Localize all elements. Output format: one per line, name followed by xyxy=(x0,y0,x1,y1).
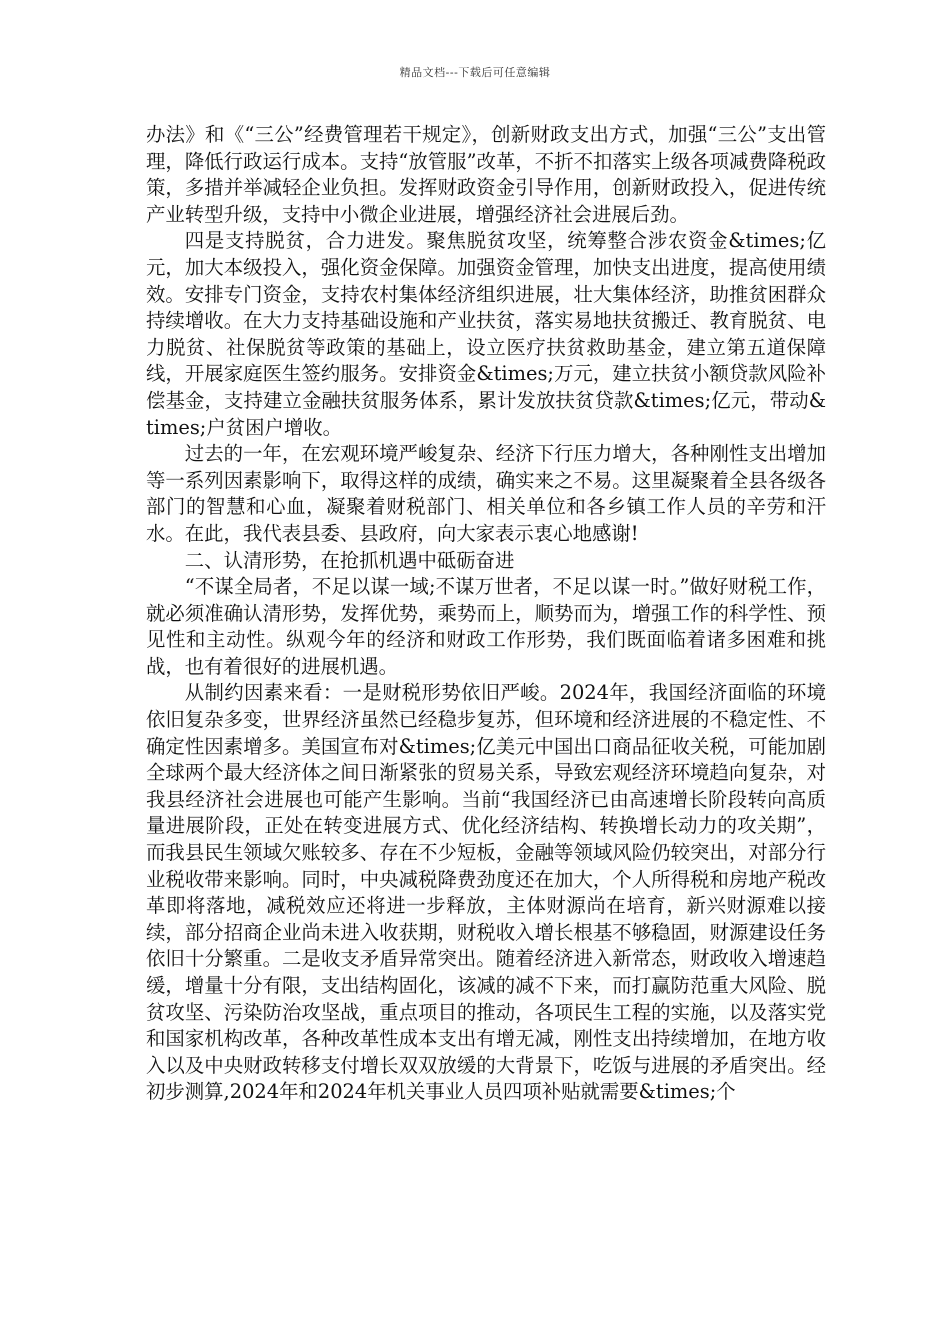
paragraph-3: 过去的一年，在宏观环境严峻复杂、经济下行压力增大，各种刚性支出增加等一系列因素影响下，取得这样的成绩，确实来之不易。这里凝聚着全县各级各部门的智慧和心血，凝聚着财税部门、相关单位和各乡镇工作人员的辛劳和汗水。在此，我代表县委、县政府，向大家表示衷心地感谢! xyxy=(146,442,826,545)
paragraph-5: 从制约因素来看：一是财税形势依旧严峻。2024年，我国经济面临的环境依旧复杂多变，世界经济虽然已经稳步复苏，但环境和经济进展的不稳定性、不确定性因素增多。美国宣布对&times;亿美元中国出口商品征收关税，可能加剧全球两个最大经济体之间日渐紧张的贸易关系，导致宏观经济环境趋向复杂，对我县经济社会进展也可能产生影响。当前“我国经济已由高速增长阶段转向高质量进展阶段，正处在转变进展方式、优化经济结构、转换增长动力的攻关期”，而我县民生领域欠账较多、存在不少短板，金融等领域风险仍较突出，对部分行业税收带来影响。同时，中央减税降费劲度还在加大，个人所得税和房地产税改革即将落地，减税效应还将进一步释放，主体财源尚在培育，新兴财源难以接续，部分招商企业尚未进入收获期，财税收入增长根基不够稳固，财源建设任务依旧十分繁重。二是收支矛盾异常突出。随着经济进入新常态，财政收入增速趋缓，增量十分有限，支出结构固化，该减的减不下来，而打赢防范重大风险、脱贫攻坚、污染防治攻坚战，重点项目的推动，各项民生工程的实施，以及落实党和国家机构改革，各种改革性成本支出有增无减，刚性支出持续增加，在地方收入以及中央财政转移支付增长双双放缓的大背景下，吃饭与进展的矛盾突出。经初步测算,2024年和2024年机关事业人员四项补贴就需要&times;个 xyxy=(146,681,826,1104)
paragraph-1: 办法》和《“三公”经费管理若干规定》，创新财政支出方式，加强“三公”支出管理，降低行政运行成本。支持“放管服”改革，不折不扣落实上级各项减费降税政策，多措并举减轻企业负担。发挥财政资金引导作用，创新财政投入，促进传统产业转型升级，支持中小微企业进展，增强经济社会进展后劲。 xyxy=(146,123,826,226)
page-header: 精品文档---下载后可任意编辑 xyxy=(399,66,551,79)
document-body xyxy=(146,122,826,1106)
paragraph-2: 四是支持脱贫，合力进发。聚焦脱贫攻坚，统筹整合涉农资金&times;亿元，加大本级投入，强化资金保障。加强资金管理，加快支出进度，提高使用绩效。安排专门资金，支持农村集体经济组织进展，壮大集体经济，助推贫困群众持续增收。在大力支持基础设施和产业扶贫，落实易地扶贫搬迁、教育脱贫、电力脱贫、社保脱贫等政策的基础上，设立医疗扶贫救助基金，建立第五道保障线，开展家庭医生签约服务。安排资金&times;万元，建立扶贫小额贷款风险补偿基金，支持建立金融扶贫服务体系，累计发放扶贫贷款&times;亿元，带动&times;户贫困户增收。 xyxy=(146,229,826,439)
paragraph-4: “不谋全局者，不足以谋一域;不谋万世者，不足以谋一时。”做好财税工作，就必须准确认清形势，发挥优势，乘势而上，顺势而为，增强工作的科学性、预见性和主动性。纵观今年的经济和财政工作形势，我们既面临着诸多困难和挑战，也有着很好的进展机遇。 xyxy=(146,575,826,678)
section-heading: 二、认清形势，在抢抓机遇中砥砺奋进 xyxy=(184,548,515,572)
